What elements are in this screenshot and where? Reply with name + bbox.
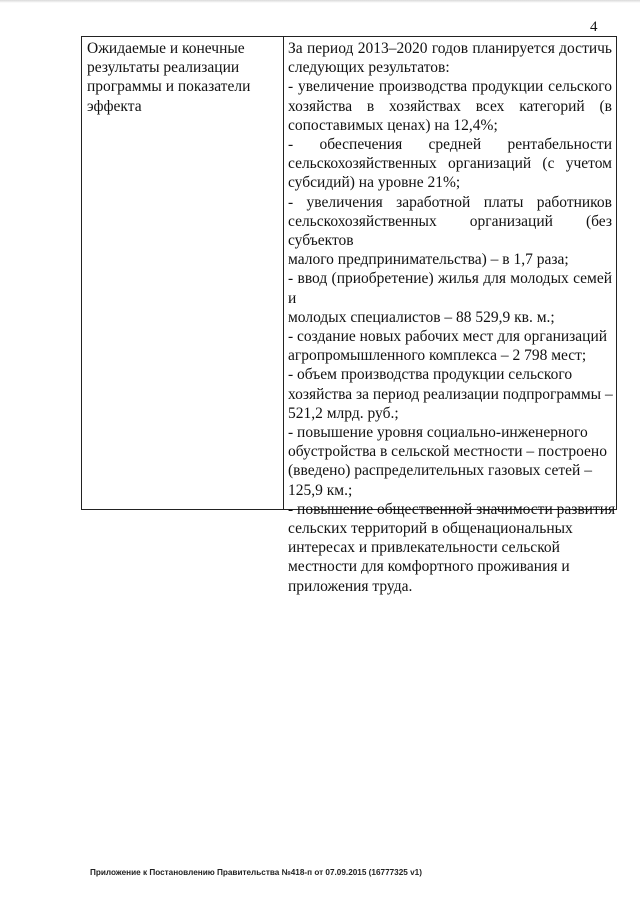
results-text-line: (введено) распределительных газовых сетей – (288, 462, 592, 480)
results-text-line: - увеличения заработной платы работников (288, 193, 612, 211)
results-text-line: 125,9 км.; (288, 481, 353, 499)
results-text-line: малого предпринимательства) – в 1,7 раза; (288, 251, 569, 269)
expected-results-cell (288, 39, 616, 596)
results-text-line: За период 2013–2020 годов планируется достичь (288, 40, 612, 57)
results-text-line: сопоставимых ценах) на 12,4%; (288, 116, 498, 134)
results-text-line: - ввод (приобретение) жилья для молодых семей и (288, 270, 612, 307)
document-footer: Приложение к Постановлению Правительства №418-п от 07.09.2015 (16777325 v1) (90, 868, 422, 877)
results-text-line: сельскохозяйственных организаций (с учетом (288, 155, 612, 173)
results-text-line: - повышение уровня социально-инженерного (288, 424, 588, 442)
scan-edge (0, 0, 640, 3)
results-text-line: - увеличение производства продукции сельского (288, 78, 612, 96)
results-text-line: хозяйства за период реализации подпрограммы – (288, 385, 613, 403)
results-text-line: молодых специалистов – 88 529,9 кв. м.; (288, 308, 555, 326)
results-text-line: - создание новых рабочих мест для организаций (288, 328, 608, 346)
results-text-line: обустройства в сельской местности – построено (288, 443, 607, 461)
column-divider (283, 37, 284, 509)
indicator-name-cell (87, 39, 277, 116)
results-text-line: хозяйства в хозяйствах всех категорий (в (288, 97, 612, 115)
results-text-line: местности для комфортного проживания и (288, 558, 570, 576)
results-text-line: приложения труда. (288, 577, 413, 595)
results-text-line: агропромышленного комплекса – 2 798 мест; (288, 347, 587, 365)
indicator-name-line: результаты реализации (87, 59, 240, 77)
indicator-name-line: программы и показатели (87, 78, 251, 96)
indicator-name-line: Ожидаемые и конечные (87, 40, 245, 57)
results-text-line: - объем производства продукции сельского (288, 366, 573, 384)
indicator-name-line: эффекта (87, 97, 142, 115)
results-text-line: 521,2 млрд. руб.; (288, 404, 399, 422)
page-number: 4 (590, 19, 598, 35)
results-text-line: субсидий) на уровне 21%; (288, 174, 461, 192)
results-text-line: - повышение общественной значимости развития (288, 500, 616, 518)
results-text-line: интересах и привлекательности сельской (288, 539, 560, 557)
results-table (81, 36, 617, 595)
results-text-line: сельских территорий в общенациональных (288, 520, 573, 538)
results-text-line: сельскохозяйственных организаций (без субъектов (288, 212, 612, 250)
results-text-line: следующих результатов: (288, 59, 450, 77)
results-text-line: - обеспечения средней рентабельности (288, 136, 612, 154)
